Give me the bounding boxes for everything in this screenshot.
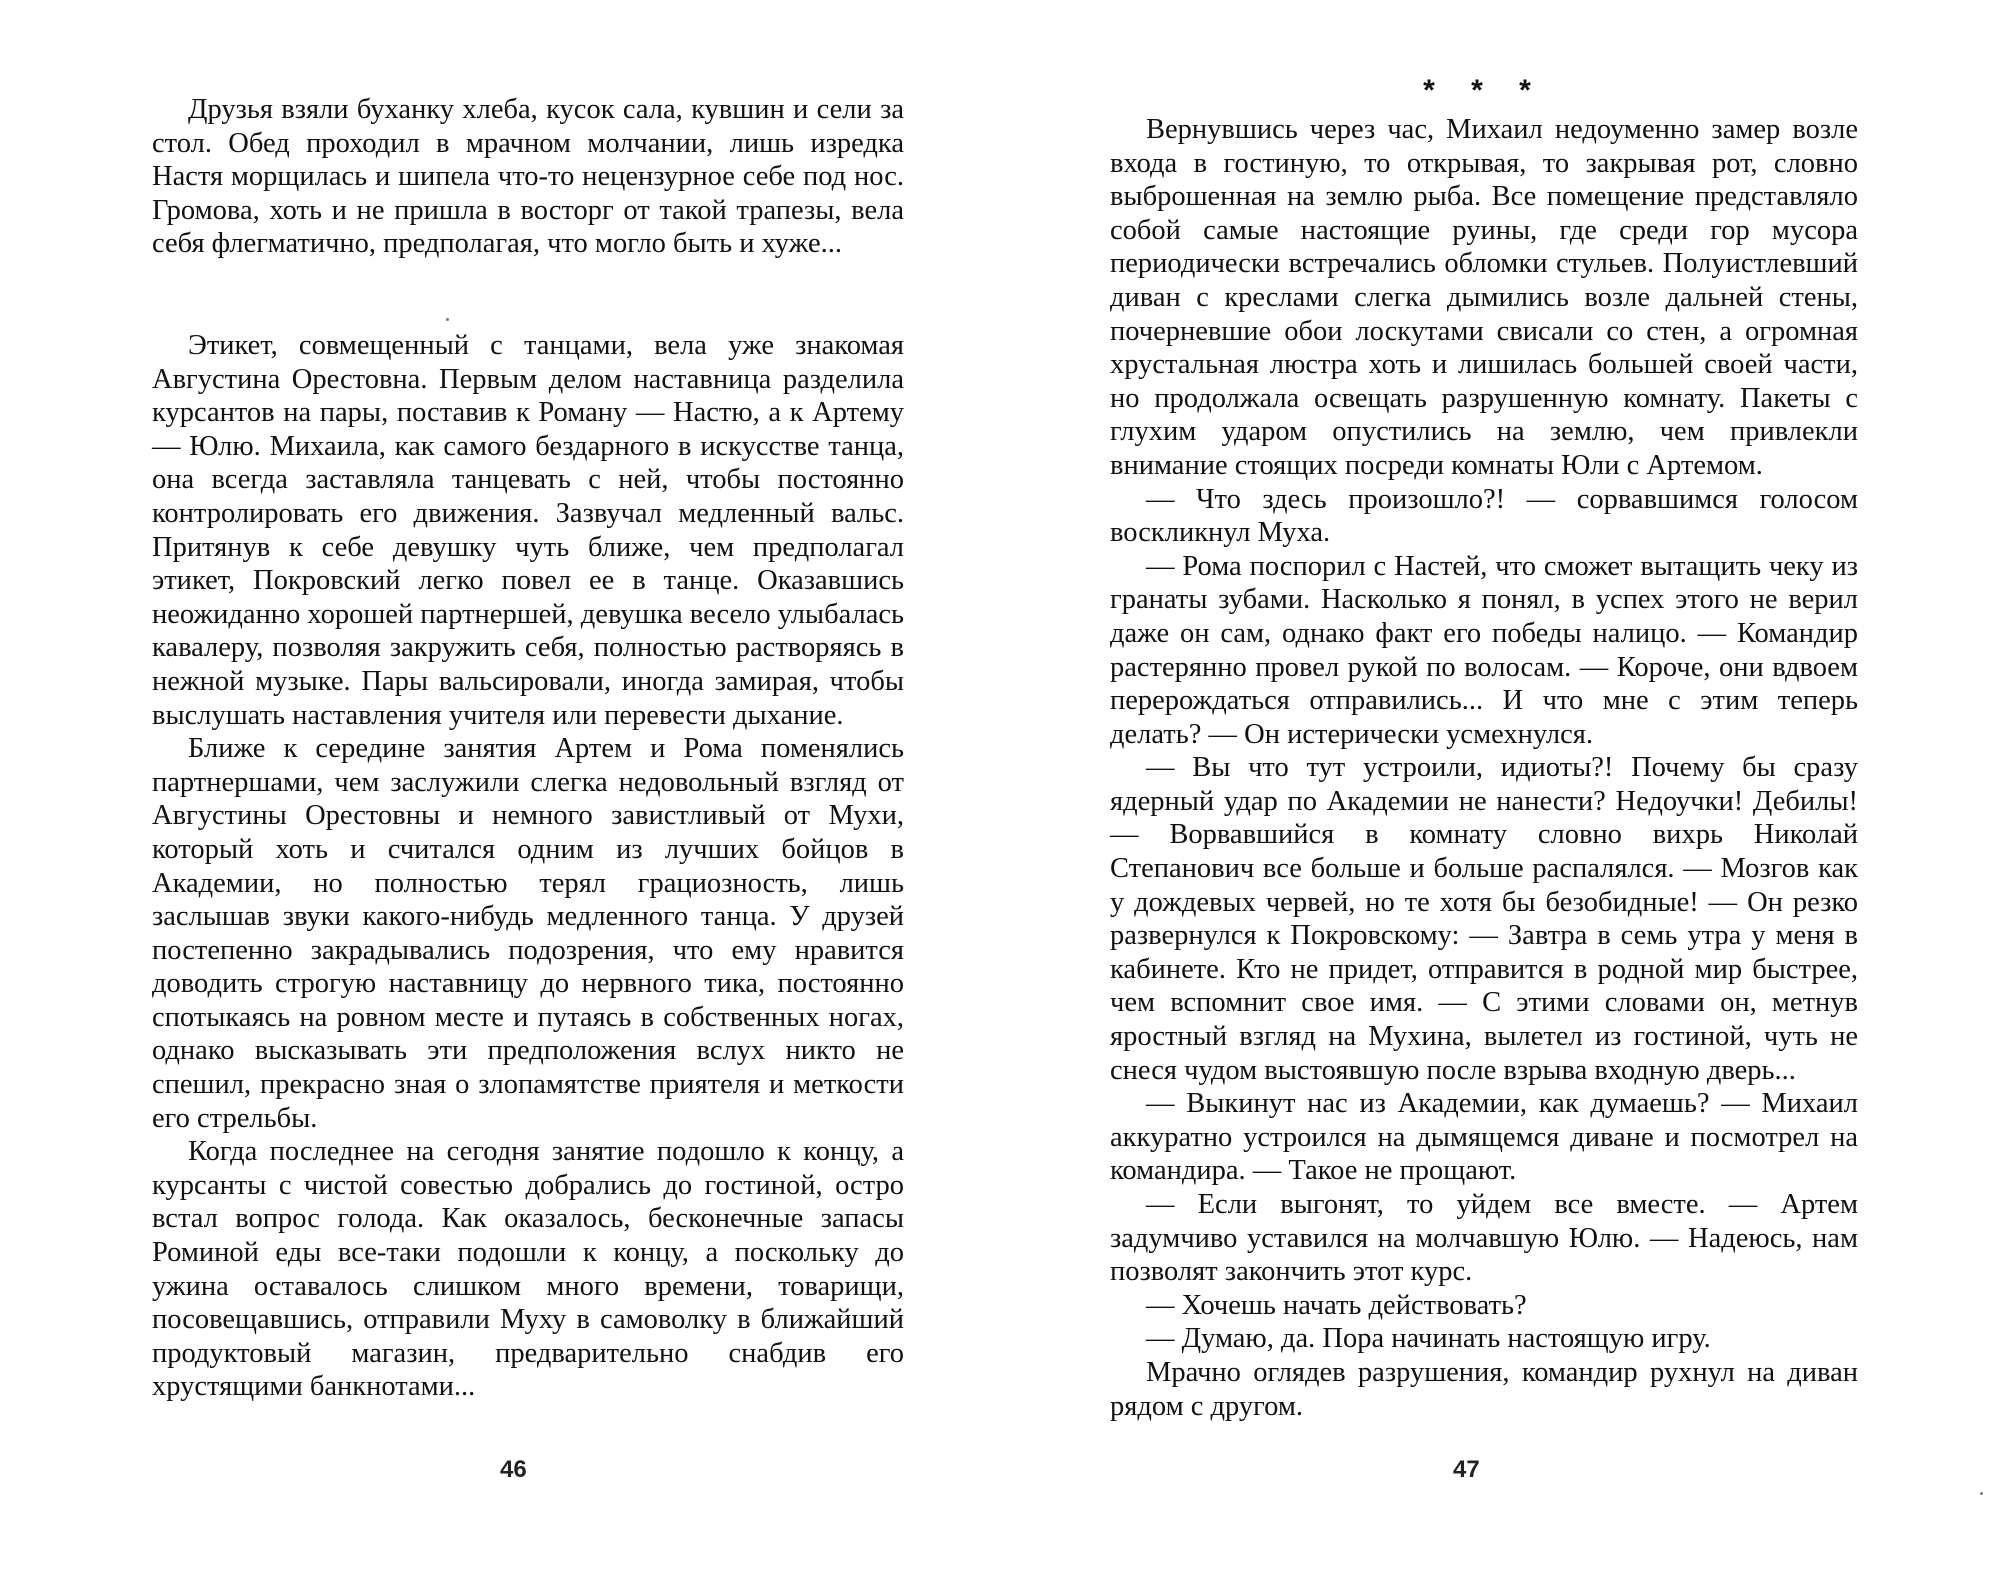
right-paragraph-4: — Вы что тут устроили, идиоты?! Почему бы сразу ядерный удар по Академии не нанести? Недоучки! Дебилы! — Ворвавшийся в комнату словно вихрь Николай Степанович все больше и больше распалялся. — Мозгов как у дождевых червей, но те хотя бы безобидные! — Он резко развернулся к Покровскому: — Завтра в семь утра у меня в кабинете. Кто не придет, отправится в родной мир быстрее, чем вспомнит свое имя. — С этими словами он, метнув яростный взгляд на Мухина, вылетел из гостиной, чуть не снеся чудом выстоявшую после взрыва входную дверь... — [1110, 752, 1858, 1086]
right-paragraph-6: — Если выгонят, то уйдем все вместе. — Артем задумчиво уставился на молчавшую Юлю. — Надеюсь, нам позволят закончить этот курс. — [1110, 1189, 1858, 1288]
right-paragraph-1: Вернувшись через час, Михаил недоуменно замер возле входа в гостиную, то открывая, то закрывая рот, словно выброшенная на землю рыба. Все помещение представляло собой самые настоящие руины, где среди гор мусора периодически встречались обломки стульев. Полуистлевший диван с креслами слегка дымились возле дальней стены, почерневшие обои лоскутами свисали со стен, а огромная хрустальная люстра хоть и лишилась большей своей части, но продолжала освещать разрушенную комнату. Пакеты с глухим ударом опустились на землю, чем привлекли внимание стоящих посреди комнаты Юли с Артемом. — [1110, 114, 1858, 481]
scan-speck — [1980, 1492, 1983, 1495]
left-paragraph-2: Этикет, совмещенный с танцами, вела уже знакомая Августина Орестовна. Первым делом наставница разделила курсантов на пары, поставив к Роману — Настю, а к Артему — Юлю. Михаила, как самого бездарного в искусстве танца, она всегда заставляла танцевать с ней, чтобы постоянно контролировать его движения. Зазвучал медленный вальс. Притянув к себе девушку чуть ближе, чем предполагал этикет, Покровский легко повел ее в танце. Оказавшись неожиданно хорошей партнершей, девушка весело улыбалась кавалеру, позволяя закружить себя, полностью растворяясь в нежной музыке. Пары вальсировали, иногда замирая, чтобы выслушать наставления учителя или перевести дыхание. — [152, 330, 904, 731]
right-paragraph-9: Мрачно оглядев разрушения, командир рухнул на диван рядом с другом. — [1110, 1356, 1858, 1422]
scan-speck — [446, 318, 449, 321]
left-paragraph-4: Когда последнее на сегодня занятие подошло к концу, а курсанты с чистой совестью добрались до гостиной, остро встал вопрос голода. Как оказалось, бесконечные запасы Роминой еды все-таки подошли к концу, а поскольку до ужина оставалось слишком много времени, товарищи, посовещавшись, отправили Муху в самоволку в ближайший продуктовый магазин, предварительно снабдив его хрустящими банкнотами... — [152, 1136, 904, 1403]
right-paragraph-3: — Рома поспорил с Настей, что сможет вытащить чеку из гранаты зубами. Насколько я понял, в успех этого не верил даже он сам, однако факт его победы налицо. — Командир растерянно провел рукой по волосам. — Короче, они вдвоем перерождаться отправились... И что мне с этим теперь делать? — Он истерически усмехнулся. — [1110, 550, 1858, 750]
left-paragraph-3: Ближе к середине занятия Артем и Рома поменялись партнершами, чем заслужили слегка недовольный взгляд от Августины Орестовны и немного завистливый от Мухи, который хоть и считался одним из лучших бойцов в Академии, но полностью терял грациозность, лишь заслышав звуки какого-нибудь медленного танца. У друзей постепенно закрадывались подозрения, что ему нравится доводить строгую наставницу до нервного тика, постоянно спотыкаясь на ровном месте и путаясь в собственных ногах, однако высказывать эти предположения вслух никто не спешил, прекрасно зная о злопамятстве приятеля и меткости его стрельбы. — [152, 733, 904, 1134]
right-paragraph-2: — Что здесь произошло?! — сорвавшимся голосом воскликнул Муха. — [1110, 483, 1858, 549]
page-number-left: 46 — [500, 1456, 527, 1483]
left-body — [152, 329, 904, 1404]
section-separator: * * * — [1423, 74, 1545, 107]
right-body — [1110, 113, 1858, 1423]
page-number-right: 47 — [1453, 1456, 1480, 1483]
right-paragraph-8: — Думаю, да. Пора начинать настоящую игру. — [1146, 1323, 1711, 1355]
right-paragraph-5: — Выкинут нас из Академии, как думаешь? — Михаил аккуратно устроился на дымящемся диване и посмотрел на командира. — Такое не прощают. — [1110, 1088, 1858, 1187]
right-paragraph-7: — Хочешь начать действовать? — [1146, 1289, 1527, 1321]
left-paragraph-1: Друзья взяли буханку хлеба, кусок сала, кувшин и сели за стол. Обед проходил в мрачном молчании, лишь изредка Настя морщилась и шипела что-то нецензурное себе под нос. Громова, хоть и не пришла в восторг от такой трапезы, вела себя флегматично, предполагая, что могло быть и хуже... — [152, 94, 904, 260]
